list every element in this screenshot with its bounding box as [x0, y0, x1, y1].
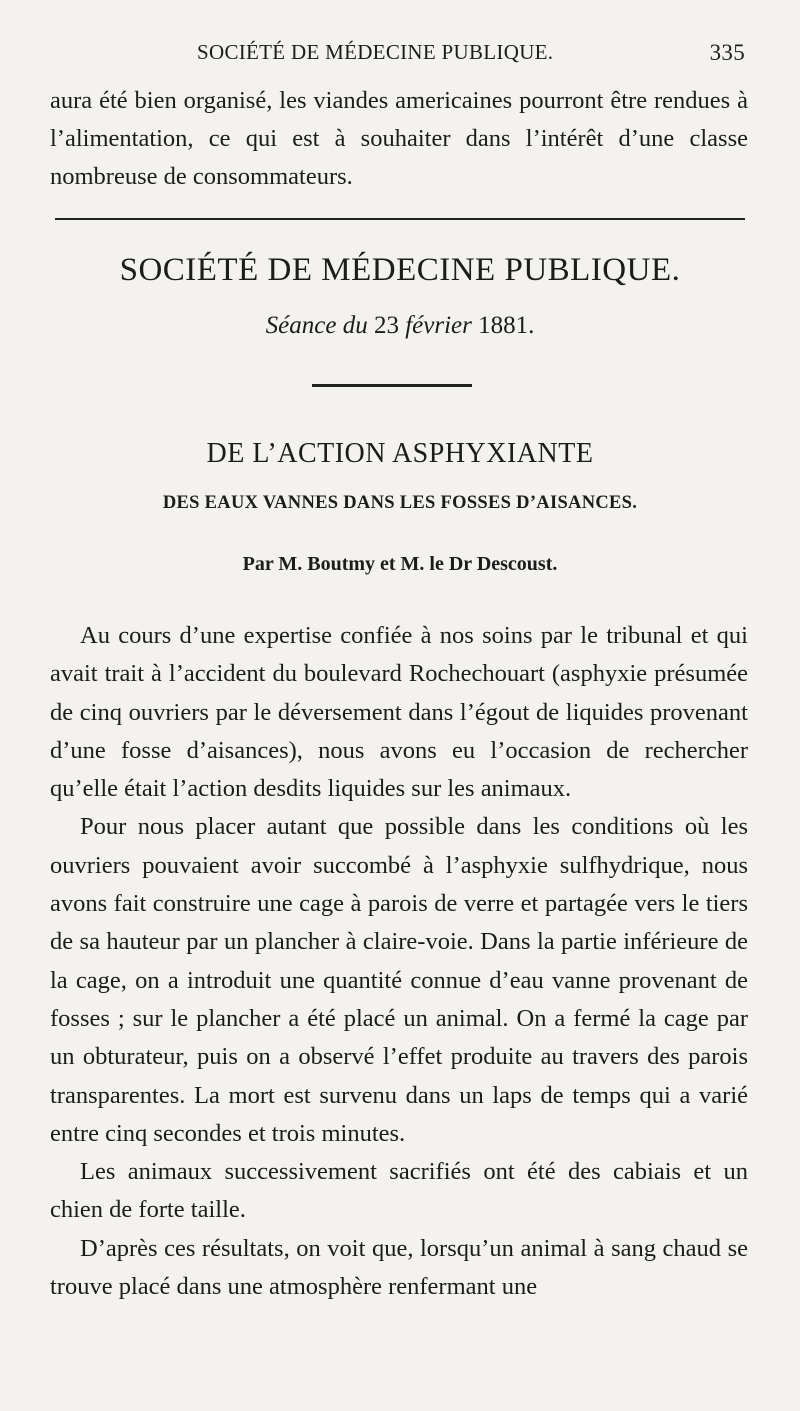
section-heading: SOCIÉTÉ DE MÉDECINE PUBLIQUE.	[119, 252, 681, 288]
body-paragraph: Au cours d’une expertise confiée à nos soins par le tribunal et qui avait trait à l’accident du boulevard Rochechouart (asphyxie présumée de cinq ouvriers par le déversement dans l’égout de liquides provenant d’une fosse d’aisances), nous avons eu l’occasion de rechercher qu’elle était l’action desdits liquides sur les animaux.	[50, 622, 748, 803]
running-head-title: SOCIÉTÉ DE MÉDECINE PUBLIQUE.	[197, 40, 554, 64]
article-title: DE L’ACTION ASPHYXIANTE	[206, 438, 594, 469]
session-date	[0, 312, 800, 340]
section-divider	[55, 218, 745, 220]
page-number: 335	[709, 40, 745, 65]
body-paragraph: Les animaux successivement sacrifiés ont été des cabiais et un chien de forte taille.	[50, 1158, 748, 1224]
article-body	[50, 617, 748, 1306]
session-date-day: 23	[373, 312, 399, 339]
article-byline: Par M. Boutmy et M. le Dr Descoust.	[242, 553, 558, 575]
body-paragraph: Pour nous placer autant que possible dans les conditions où les ouvriers pouvaient avoir succombé à l’asphyxie sulfhydrique, nous avons fait construire une cage à parois de verre et partagée vers le tiers de sa hauteur par un plancher à claire-voie. Dans la partie inférieure de la cage, on a introduit une quantité connue d’eau vanne provenant de fosses ; sur le plancher a été placé un animal. On a fermé la cage par un obturateur, puis on a observé l’effet produite au travers des parois transparentes. La mort est survenu dans un laps de temps qui a varié entre cinq secondes et trois minutes.	[50, 813, 748, 1147]
continued-paragraph: aura été bien organisé, les viandes americaines pourront être rendues à l’alimentation, ce qui est à souhaiter dans l’intérêt d’une classe nombreuse de consommateurs.	[50, 87, 748, 190]
session-date-year: 1881.	[478, 312, 535, 339]
heading-divider	[312, 384, 472, 387]
article-subtitle: DES EAUX VANNES DANS LES FOSSES D’AISANCES.	[162, 493, 638, 513]
session-date-month: février	[405, 312, 472, 339]
body-paragraph: D’après ces résultats, on voit que, lorsqu’un animal à sang chaud se trouve placé dans une atmosphère renfermant une	[50, 1234, 748, 1301]
session-date-prefix: Séance du	[265, 312, 368, 339]
running-head	[197, 40, 745, 74]
